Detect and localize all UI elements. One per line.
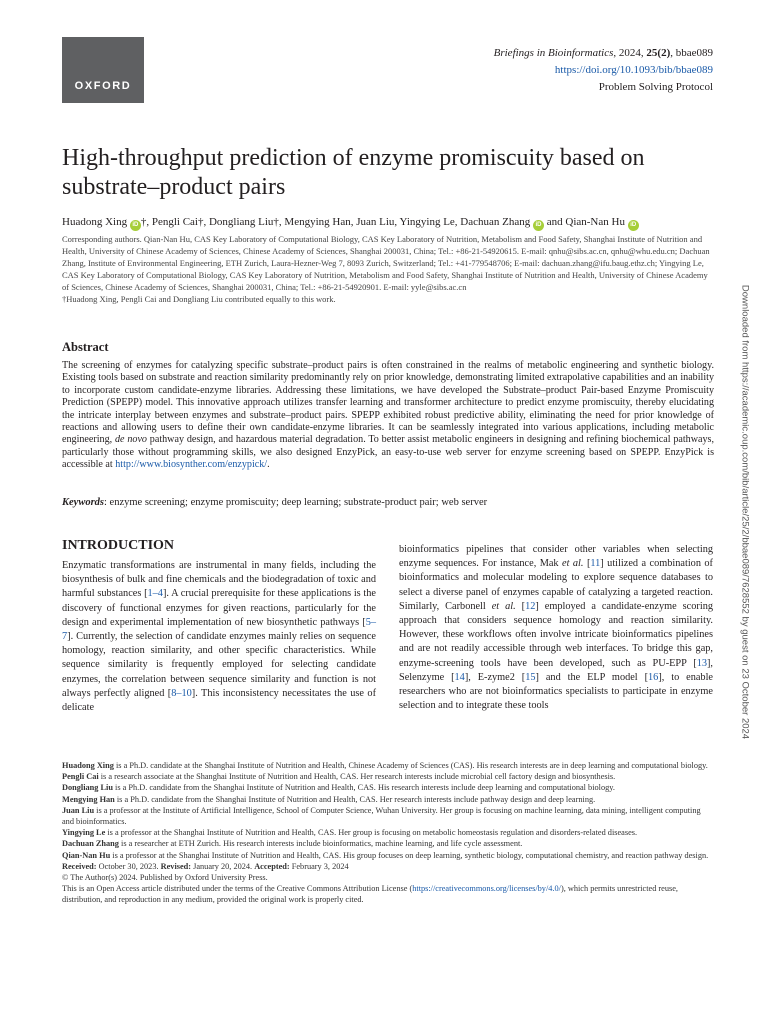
text-run: et al. <box>491 600 516 612</box>
text-run: ], to enable researchers who are not bioinformatics specialists to participate in enzyme selection and to integrate these tools <box>399 671 714 712</box>
article-dates <box>62 861 714 872</box>
citation-link[interactable]: 8–10 <box>171 687 192 699</box>
text-run: ]. A crucial prerequisite for these applications is the discovery of functional enzymes for given reactions, particularly for the design and experimental implementation of new biosynthetic pathways [ <box>62 588 376 628</box>
abstract-italic: de novo <box>115 434 147 446</box>
citation-link[interactable]: 14 <box>454 671 465 683</box>
accepted-date: February 3, 2024 <box>289 861 349 871</box>
text-run: ]. Currently, the selection of candidate enzymes mainly relies on sequence homology, reaction similarity, and other specific characteristics. While sequence similarity is frequently employed for selecting candidate enzymes, the correlation between sequence similarity and function is not always perfectly aligned [ <box>62 631 376 699</box>
article-id: , bbae089 <box>670 47 713 59</box>
journal-volume: 25(2) <box>646 47 671 59</box>
logo-text: OXFORD <box>74 80 132 92</box>
intro-column-left <box>62 559 376 715</box>
author-bio <box>62 794 714 805</box>
intro-column-right <box>399 543 713 713</box>
bio-text: is a Ph.D. candidate at the Shanghai Institute of Nutrition and Health, Chinese Academy of Sciences (CAS). His research interests are in deep learning and computational biology. <box>113 761 708 770</box>
equal-mark: † <box>140 216 147 228</box>
citation-link[interactable]: 12 <box>525 600 536 612</box>
citation-link[interactable]: 13 <box>696 657 707 669</box>
orcid-icon[interactable]: iD <box>628 220 639 231</box>
abstract-heading: Abstract <box>62 340 109 354</box>
revised-date: January 20, 2024. <box>191 861 255 871</box>
license-text: This is an Open Access article distributed under the terms of the Creative Commons Attribution License ( <box>62 884 413 894</box>
author-name[interactable]: Huadong Xing <box>62 216 128 228</box>
equal-contribution-note: †Huadong Xing, Pengli Cai and Dongliang Liu contributed equally to this work. <box>62 294 336 304</box>
text-run: ]. This inconsistency necessitates the use of delicate <box>62 687 377 714</box>
journal-year: , 2024, <box>613 47 647 59</box>
author-bio <box>62 760 714 771</box>
bio-name: Dongliang Liu <box>62 783 113 793</box>
author-bio <box>62 827 714 838</box>
text-run: ], Selenzyme [ <box>399 657 713 683</box>
article-title: High-throughput prediction of enzyme promiscuity based on substrate–product pairs <box>62 145 645 200</box>
accepted-label: Accepted: <box>254 861 290 871</box>
bio-text: is a professor at the Institute of Artificial Intelligence, School of Computer Science, Wuhan University. Her group is focusing on machine learning, data mining, intelligent computing and bioinformatics. <box>62 805 701 827</box>
author-bio <box>62 838 714 849</box>
bio-name: Juan Liu <box>62 805 95 815</box>
article-type: Problem Solving Protocol <box>598 81 713 93</box>
license <box>62 883 714 905</box>
bio-name: Dachuan Zhang <box>62 839 119 849</box>
bio-text: is a Ph.D. candidate from the Shanghai Institute of Nutrition and Health, CAS. Her research interests include pathway design and deep learning. <box>114 794 596 804</box>
citation-link[interactable]: 11 <box>590 558 601 570</box>
author-bio <box>62 805 714 827</box>
doi-link[interactable]: https://doi.org/10.1093/bib/bbae089 <box>554 64 713 76</box>
author-bio <box>62 850 714 861</box>
orcid-icon[interactable]: iD <box>130 220 141 231</box>
abstract-part: The screening of enzymes for catalyzing specific substrate–product pairs is often constrained in the realms of metabolic engineering and synthetic biology. Existing tools based on substrate and reaction similarity predominantly rely on prior knowledge, demonstrating limited extrapolative capabilities and an inability to incorporate custom candidate-enzyme libraries. Addressing these limitations, we have developed the Substrate–product Pair-based Enzyme Promiscuity Prediction (SPEPP) model. This innovative approach utilizes transfer learning and transformer architecture to predict enzyme promiscuity, thereby elucidating the intricate interplay between enzymes and substrate–product pairs. SPEPP exhibited robust predictive ability, eliminating the need for prior knowledge of reactions and allowing users to define their own candidate-enzyme libraries. It can be seamlessly integrated into various applications, including metabolic engineering, <box>62 360 714 446</box>
citation-link[interactable]: 16 <box>648 671 659 683</box>
introduction-heading: INTRODUCTION <box>62 538 175 553</box>
text-run: bioinformatics pipelines that consider other variables when selecting enzyme sequences. For instance, Mak <box>399 544 713 570</box>
license-link[interactable]: https://creativecommons.org/licenses/by/4.0/ <box>412 884 561 894</box>
author-list <box>62 216 722 231</box>
abstract-end: . <box>267 459 270 471</box>
bio-text: is a professor at the Shanghai Institute of Nutrition and Health, CAS. His group focuses on deep learning, synthetic biology, computational chemistry, and reaction pathway design. <box>110 850 709 860</box>
keywords-label: Keywords <box>62 497 104 508</box>
bio-name: Qian-Nan Hu <box>62 850 111 860</box>
abstract-part: pathway design, and hazardous material degradation. To better assist metabolic engineers in designing and refining biochemical pathways, particularly those without programming skills, we also designed EnzyPick, an easy-to-use web server for enzyme screening based on SPEPP. EnzyPick is accessible at <box>62 434 715 471</box>
keywords-list: : enzyme screening; enzyme promiscuity; deep learning; substrate-product pair; web server <box>104 497 488 508</box>
text-run: ] employed a candidate-enzyme scoring approach that considers sequence homology and reaction similarity. However, these workflows often involve intricate bioinformatics pipelines and are not readily accessible through web interfaces. To bridge this gap, enzyme-screening tools have been developed, such as PU-EPP [ <box>399 600 713 669</box>
citation-link[interactable]: 1–4 <box>147 588 163 600</box>
bio-name: Yingying Le <box>62 828 106 838</box>
journal-info <box>494 45 713 96</box>
citation-link[interactable]: 15 <box>525 671 536 683</box>
bio-name: Pengli Cai <box>62 772 99 782</box>
bio-name: Huadong Xing <box>62 761 114 770</box>
text-run: ], E-zyme2 [ <box>464 671 526 683</box>
corresponding-text: Corresponding authors. Qian-Nan Hu, CAS Key Laboratory of Computational Biology, CAS Key Laboratory of Nutrition, Metabolism and Food Safety, Shanghai Institute of Nutrition and Health, University of Chinese Academy of Sciences, Chinese Academy of Sciences, Shanghai 200031, China; Tel.: +86-21-54920615. E-mail: qnhu@sibs.ac.cn, qnhu@whu.edu.cn; Dachuan Zhang, Institute of Environmental Engineering, ETH Zurich, Laura-Hezner-Weg 7, 8093 Zurich, Switzerland; Tel.: +41-779548706; E-mail: dachuan.zhang@ifu.baug.ethz.ch; Yingying Le, CAS Key Laboratory of Computational Biology, CAS Key Laboratory of Nutrition, Metabolism and Food Safety, Shanghai Institute of Nutrition and Health, University of Chinese Academy of Sciences, Chinese Academy of Sciences, Shanghai 200031, China; Tel.: +86-21-54920901. E-mail: yyle@sibs.ac.cn <box>62 234 710 292</box>
bio-text: is a Ph.D. candidate from the Shanghai Institute of Nutrition and Health, CAS. His research interests include deep learning and computational biology. <box>112 783 615 793</box>
enzypick-link[interactable]: http://www.biosynther.com/enzypick/ <box>115 459 268 471</box>
copyright-text: © The Author(s) 2024. Published by Oxford University Press. <box>62 873 268 883</box>
journal-name: Briefings in Bioinformatics <box>493 47 614 59</box>
text-run: [ <box>515 600 526 612</box>
text-run: ] and the ELP model [ <box>535 671 649 683</box>
text-run: Enzymatic transformations are instrumental in many fields, including the biosynthesis of bulk and fine chemicals and the biodegradation of toxic and harmful substances [ <box>62 560 376 600</box>
abstract-text <box>62 360 714 472</box>
author-bio <box>62 782 714 793</box>
orcid-icon[interactable]: iD <box>533 220 544 231</box>
received-label: Received: <box>62 861 97 871</box>
keywords <box>62 497 714 508</box>
bio-text: is a professor at the Shanghai Institute of Nutrition and Health, CAS. Her group is focusing on metabolic homeostasis regulation and disorders-related diseases. <box>105 828 638 838</box>
author-names[interactable]: , Pengli Cai†, Dongliang Liu†, Mengying Han, Juan Liu, Yingying Le, Dachuan Zhang <box>146 216 531 228</box>
text-run: et al. <box>562 558 584 570</box>
citation-link[interactable]: 5–7 <box>62 616 376 643</box>
license-text: ), which permits unrestricted reuse, distribution, and reproduction in any medium, provided the original work is properly cited. <box>62 884 678 905</box>
journal-citation <box>494 45 713 62</box>
text-run: [ <box>583 558 591 570</box>
text-run: ] utilized a combination of bioinformatics and molecular modeling to explore sequence databases to select a diverse panel of enzymes capable of catalyzing a targeted reaction. Similarly, Carbonell <box>399 558 713 612</box>
received-date: October 30, 2023. <box>96 861 161 871</box>
oxford-logo[interactable] <box>62 37 144 103</box>
bio-text: is a research associate at the Shanghai Institute of Nutrition and Health, CAS. Her research interests include microbial cell factory design and biosynthesis. <box>98 772 616 782</box>
bio-text: is a researcher at ETH Zurich. His research interests include bioinformatics, machine learning, and life cycle assessment. <box>118 839 523 849</box>
bio-name: Mengying Han <box>62 794 115 804</box>
corresponding-authors <box>62 233 714 305</box>
author-name[interactable]: and Qian-Nan Hu <box>544 216 625 228</box>
download-watermark: Downloaded from https://academic.oup.com/bib/article/25/2/bbae089/7628552 by guest on 23 October 2024 <box>739 284 751 740</box>
copyright <box>62 872 714 883</box>
author-bios <box>62 760 714 906</box>
author-bio <box>62 771 714 782</box>
revised-label: Revised: <box>160 861 192 871</box>
